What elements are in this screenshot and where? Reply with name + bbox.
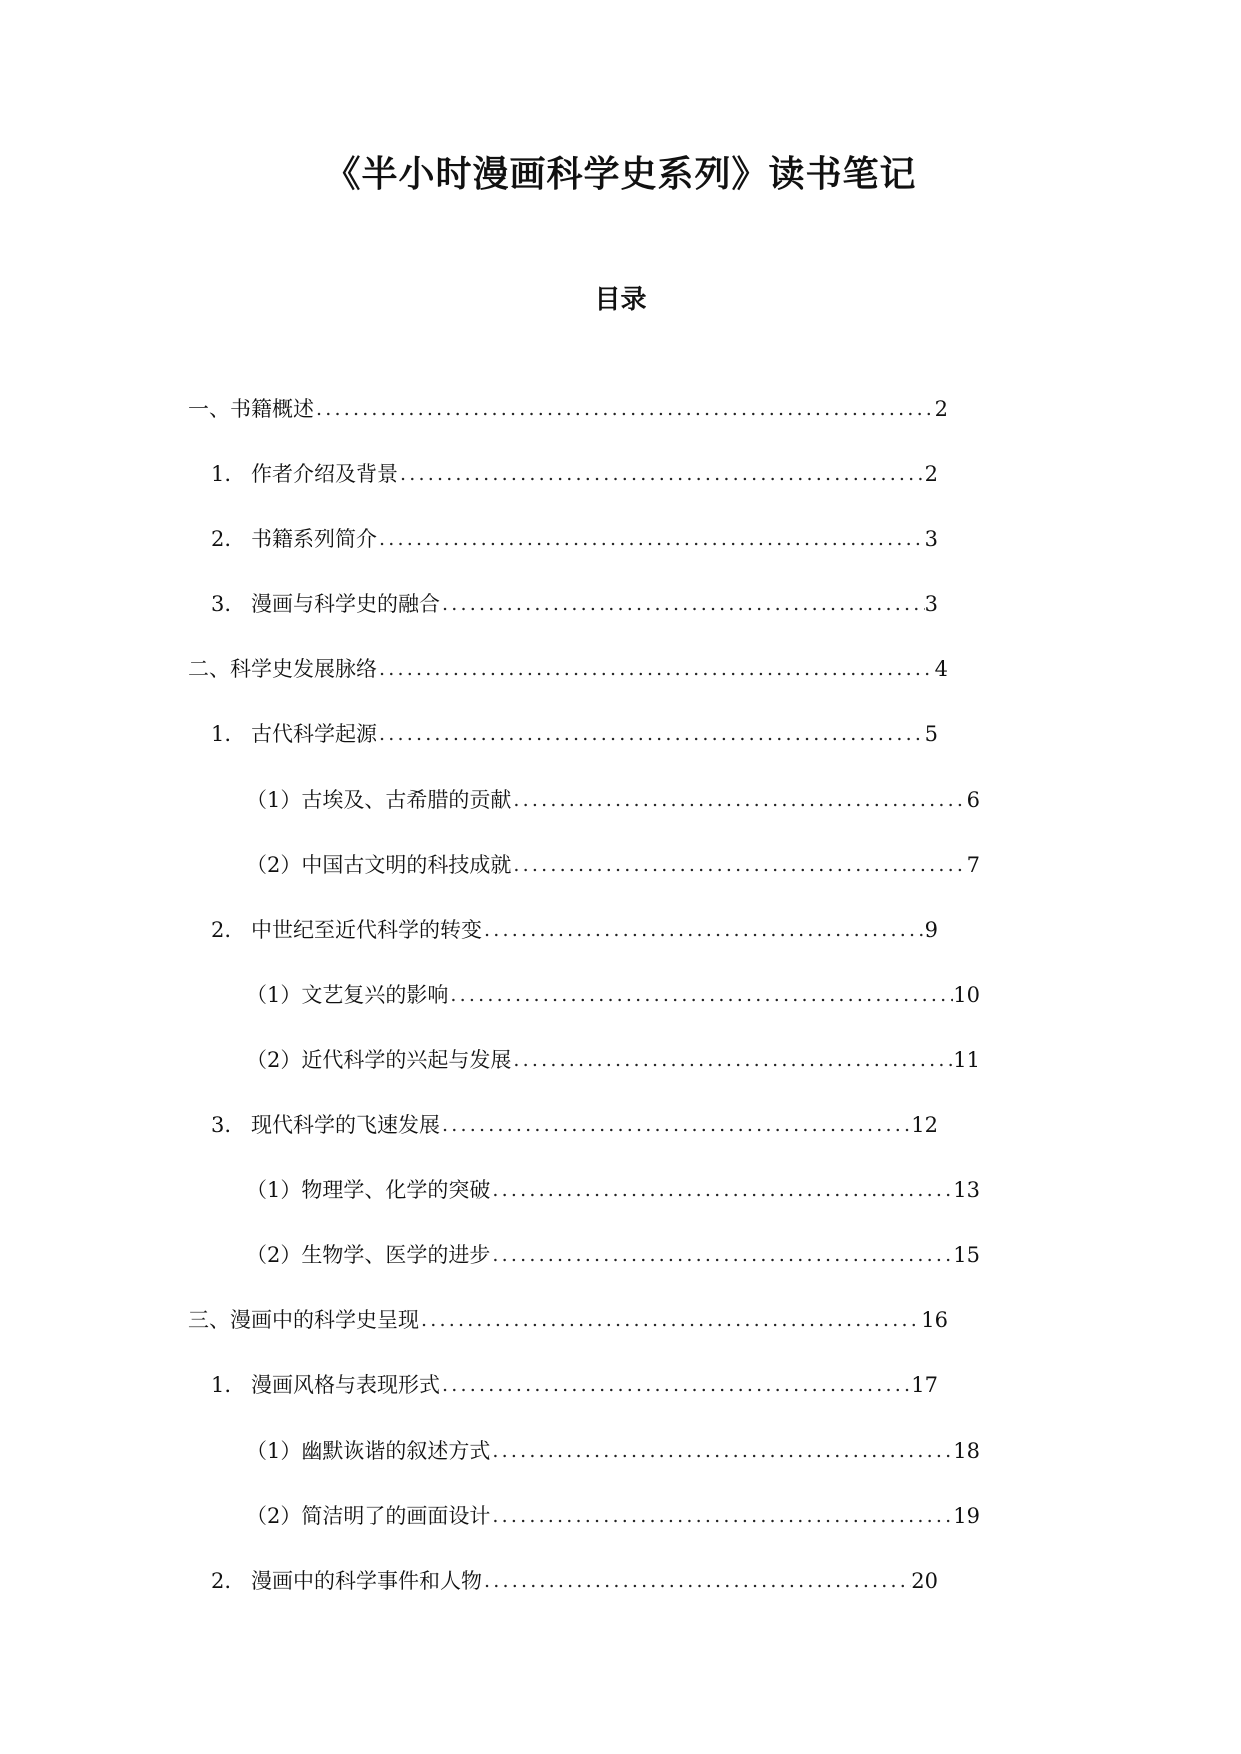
toc-entry-page-number: 15 <box>953 1243 980 1268</box>
toc-entry-title: 古埃及、古希腊的贡献 <box>301 787 512 812</box>
toc-entry-number: 二、 <box>188 657 230 682</box>
dot-leader <box>490 1437 953 1465</box>
toc-entry-page-number: 2 <box>934 397 948 421</box>
toc-entry-section-1[interactable] <box>0 385 1241 450</box>
toc-entry-title: 古代科学起源 <box>251 722 377 747</box>
document-title: 《半小时漫画科学史系列》读书笔记 <box>324 154 917 195</box>
toc-entry-number: 2. <box>211 1568 232 1593</box>
toc-entry-title: 物理学、化学的突破 <box>301 1178 491 1203</box>
toc-entry-page-number: 3 <box>924 527 938 552</box>
toc-entry-page-number: 2 <box>924 462 938 487</box>
dot-leader <box>440 1371 911 1399</box>
toc-entry-subsection[interactable] <box>0 1361 1241 1426</box>
toc-entry-title: 漫画风格与表现形式 <box>251 1373 440 1398</box>
toc-entry-page-number: 20 <box>911 1568 938 1593</box>
dot-leader <box>511 786 966 814</box>
toc-entry-subsection[interactable] <box>0 1101 1241 1166</box>
toc-entry-subsubsection[interactable] <box>0 1427 1241 1492</box>
toc-entry-subsubsection[interactable] <box>0 1492 1241 1557</box>
toc-entry-subsection[interactable] <box>0 906 1241 971</box>
toc-entry-number: （1） <box>246 1438 302 1463</box>
toc-entry-title: 漫画中的科学事件和人物 <box>251 1568 482 1593</box>
toc-entry-page-number: 18 <box>953 1438 980 1463</box>
toc-entry-subsection[interactable] <box>0 515 1241 580</box>
toc-entry-title: 近代科学的兴起与发展 <box>301 1047 512 1072</box>
toc-entry-title: 简洁明了的画面设计 <box>301 1503 491 1528</box>
toc-entry-section-3[interactable] <box>0 1296 1241 1361</box>
dot-leader <box>398 460 925 488</box>
toc-entry-subsubsection[interactable] <box>0 776 1241 841</box>
dot-leader <box>490 1502 953 1530</box>
toc-entry-page-number: 9 <box>924 917 938 942</box>
toc-entry-subsection[interactable] <box>0 1557 1241 1622</box>
dot-leader <box>377 720 925 748</box>
toc-entry-page-number: 13 <box>953 1178 980 1203</box>
toc-entry-number: 1. <box>211 722 232 747</box>
toc-entry-number: 一、 <box>188 397 230 421</box>
toc-entry-title: 幽默诙谐的叙述方式 <box>301 1438 491 1463</box>
toc-entry-number: （2） <box>246 852 302 877</box>
toc-entry-page-number: 3 <box>924 592 938 617</box>
toc-entry-title: 书籍系列简介 <box>251 527 377 552</box>
toc-entry-subsubsection[interactable] <box>0 1036 1241 1101</box>
dot-leader <box>440 590 925 618</box>
toc-entry-number: （1） <box>246 1178 302 1203</box>
toc-entry-subsection[interactable] <box>0 580 1241 645</box>
toc-entry-title: 漫画中的科学史呈现 <box>230 1308 419 1333</box>
dot-leader <box>448 981 953 1009</box>
toc-entry-number: 1. <box>211 462 232 487</box>
toc-entry-page-number: 6 <box>966 787 980 812</box>
toc-heading: 目录 <box>594 285 647 315</box>
toc-entry-number: 3. <box>211 1113 232 1138</box>
toc-entry-title: 漫画与科学史的融合 <box>251 592 440 617</box>
toc-entry-title: 中国古文明的科技成就 <box>301 852 512 877</box>
toc-entry-page-number: 4 <box>934 657 948 682</box>
toc-entry-subsubsection[interactable] <box>0 1166 1241 1231</box>
toc-entry-number: （1） <box>246 982 302 1007</box>
toc-entry-section-2[interactable] <box>0 645 1241 710</box>
dot-leader <box>490 1176 953 1204</box>
dot-leader <box>482 916 925 944</box>
dot-leader <box>482 1567 911 1595</box>
toc-entry-title: 书籍概述 <box>230 397 314 421</box>
toc-entry-subsection[interactable] <box>0 450 1241 515</box>
toc-entry-page-number: 16 <box>921 1308 948 1333</box>
toc-entry-title: 现代科学的飞速发展 <box>251 1113 440 1138</box>
toc-entry-subsubsection[interactable] <box>0 1231 1241 1296</box>
toc-entry-number: 3. <box>211 592 232 617</box>
dot-leader <box>511 1046 953 1074</box>
dot-leader <box>490 1241 953 1269</box>
toc-entry-title: 科学史发展脉络 <box>230 657 377 682</box>
dot-leader <box>377 525 925 553</box>
toc-entry-page-number: 12 <box>911 1113 938 1138</box>
toc-entry-title: 中世纪至近代科学的转变 <box>251 917 482 942</box>
toc-entry-page-number: 10 <box>953 982 980 1007</box>
toc-entry-number: 1. <box>211 1373 232 1398</box>
dot-leader <box>314 395 935 423</box>
toc-entry-number: 2. <box>211 527 232 552</box>
toc-entry-title: 文艺复兴的影响 <box>301 982 449 1007</box>
toc-entry-subsubsection[interactable] <box>0 971 1241 1036</box>
dot-leader <box>440 1111 911 1139</box>
dot-leader <box>511 851 966 879</box>
toc-entry-number: 三、 <box>188 1308 230 1333</box>
toc-entry-number: （2） <box>246 1503 302 1528</box>
toc-entry-number: 2. <box>211 917 232 942</box>
toc-entry-subsubsection[interactable] <box>0 841 1241 906</box>
toc-entry-page-number: 5 <box>924 722 938 747</box>
dot-leader <box>377 655 935 683</box>
toc-entry-title: 生物学、医学的进步 <box>301 1243 491 1268</box>
table-of-contents <box>0 385 1241 1622</box>
toc-entry-number: （1） <box>246 787 302 812</box>
toc-entry-page-number: 7 <box>966 852 980 877</box>
toc-entry-page-number: 11 <box>953 1047 980 1072</box>
toc-entry-number: （2） <box>246 1047 302 1072</box>
toc-entry-page-number: 19 <box>953 1503 980 1528</box>
dot-leader <box>419 1306 921 1334</box>
toc-entry-number: （2） <box>246 1243 302 1268</box>
toc-entry-title: 作者介绍及背景 <box>251 462 398 487</box>
toc-entry-subsection[interactable] <box>0 710 1241 775</box>
toc-entry-page-number: 17 <box>911 1373 938 1398</box>
